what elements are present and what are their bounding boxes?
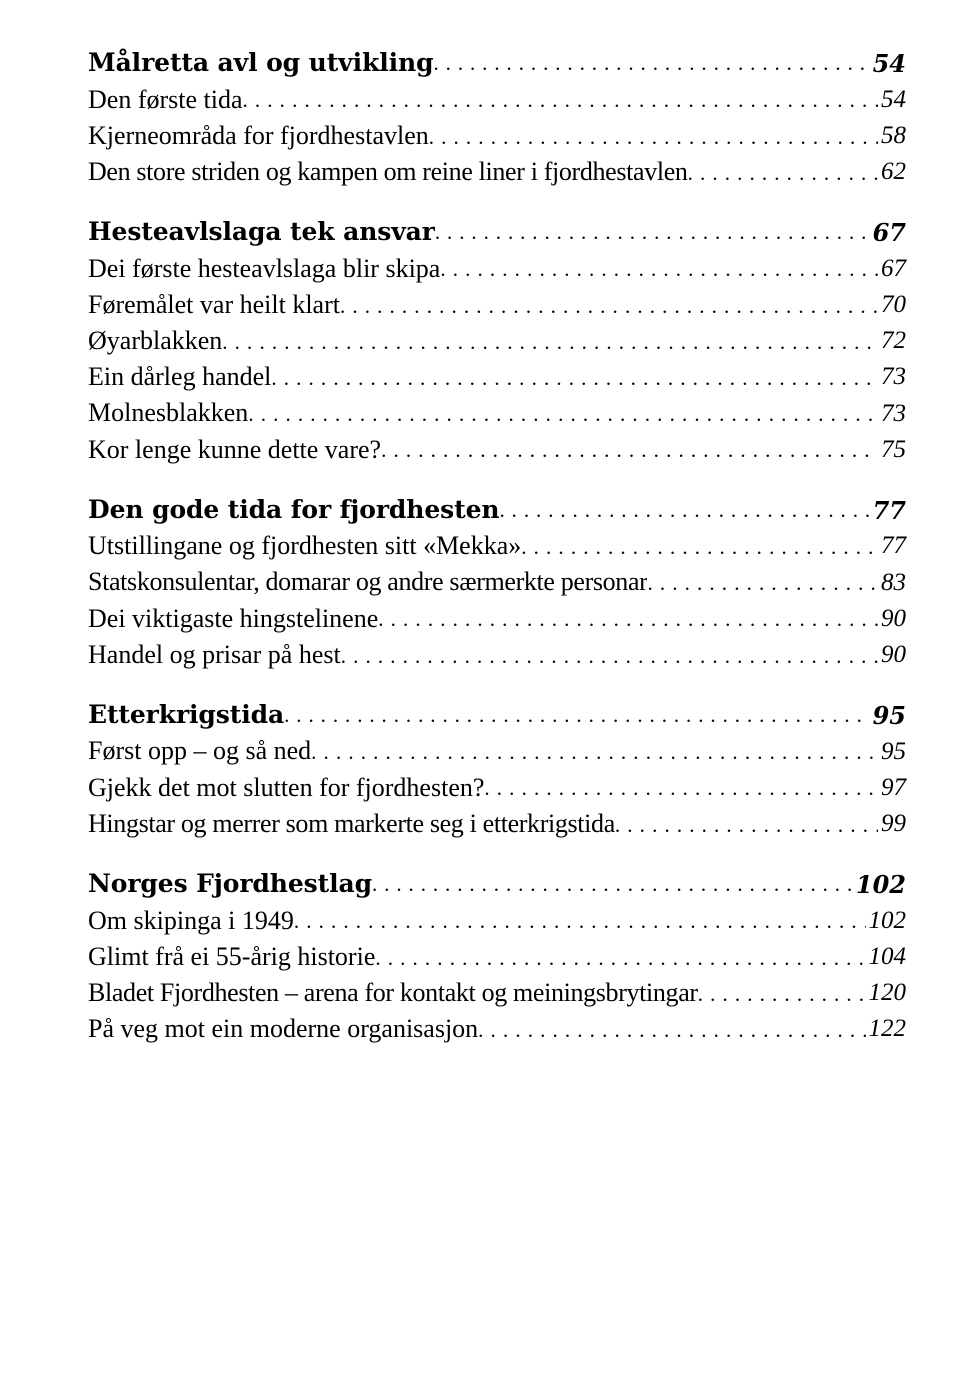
toc-section-page-number: 102 — [855, 870, 906, 900]
toc-entry-page-number: 99 — [881, 810, 906, 837]
dot-leader — [440, 265, 878, 284]
toc-entry-row[interactable] — [88, 905, 906, 936]
toc-section-title: Hesteavlslaga tek ansvar — [88, 217, 435, 247]
toc-entry-title: Molnesblakken — [88, 398, 249, 428]
toc-entry-title: Utstillingane og fjordhesten sitt «Mekka» — [88, 531, 522, 561]
toc-entry-row[interactable] — [88, 120, 906, 151]
toc-section-page-number: 54 — [872, 49, 906, 79]
toc-entry-row[interactable] — [88, 639, 906, 670]
toc-entry-row[interactable] — [88, 941, 906, 972]
toc-entry-page-number: 120 — [868, 979, 906, 1007]
toc-section-title: Norges Fjordhestlag — [88, 869, 372, 898]
dot-leader — [688, 168, 878, 187]
toc-entry-title: Kjerneområda for fjordhestavlen — [88, 120, 429, 150]
dot-leader — [311, 747, 878, 766]
toc-entry-title: Statskonsulentar, domarar og andre særmerkte personar — [88, 567, 648, 597]
dot-leader — [284, 711, 869, 731]
toc-entry-row[interactable] — [88, 325, 906, 356]
toc-entry-title: Den store striden og kampen om reine liner i fjordhestavlen — [88, 156, 688, 186]
toc-entry-title: Glimt frå ei 55-årig historie — [88, 941, 376, 971]
toc-section-page-number: 95 — [872, 701, 906, 731]
dot-leader — [381, 446, 878, 465]
toc-entry-title: Dei viktigaste hingstelinene — [88, 603, 379, 633]
toc-entry-row[interactable] — [88, 434, 906, 465]
toc-section-group — [88, 217, 906, 465]
dot-leader — [294, 917, 866, 936]
dot-leader — [340, 301, 878, 320]
dot-leader — [341, 651, 878, 670]
toc-section-title: Etterkrigstida — [88, 699, 285, 729]
toc-entry-page-number: 73 — [881, 399, 906, 427]
toc-entry-title: Øyarblakken — [88, 325, 223, 355]
toc-entry-row[interactable] — [88, 735, 906, 766]
toc-entry-row[interactable] — [88, 530, 906, 561]
toc-entry-row[interactable] — [88, 397, 906, 428]
dot-leader — [429, 132, 878, 151]
toc-section-page-number: 77 — [872, 495, 906, 525]
toc-section-group — [88, 700, 906, 839]
toc-entry-title: Ein dårleg handel — [88, 362, 272, 392]
toc-entry-page-number: 122 — [868, 1015, 906, 1043]
toc-entry-page-number: 54 — [881, 85, 906, 113]
toc-section-title: Den gode tida for fjordhesten — [88, 494, 500, 524]
dot-leader — [243, 96, 878, 115]
toc-entry-page-number: 83 — [881, 568, 906, 596]
dot-leader — [698, 989, 866, 1008]
toc-entry-title: På veg mot ein moderne organisasjon — [88, 1014, 479, 1044]
toc-entry-page-number: 102 — [868, 906, 906, 934]
toc-entry-page-number: 95 — [881, 737, 906, 765]
toc-entry-page-number: 77 — [881, 532, 906, 560]
toc-entry-row[interactable] — [88, 566, 906, 597]
toc-entry-title: Føremålet var heilt klart — [88, 289, 340, 319]
dot-leader — [375, 953, 865, 972]
dot-leader — [433, 59, 869, 79]
toc-entry-page-number: 70 — [881, 290, 906, 318]
toc-entry-row[interactable] — [88, 361, 906, 392]
toc-entry-title: Gjekk det mot slutten for fjordhesten? — [88, 772, 485, 802]
toc-entry-page-number: 90 — [881, 604, 906, 632]
toc-section-row[interactable] — [88, 48, 906, 79]
toc-entry-row[interactable] — [88, 1013, 906, 1044]
dot-leader — [378, 615, 878, 634]
dot-leader — [248, 409, 878, 428]
toc-entry-page-number: 62 — [881, 158, 906, 186]
toc-entry-row[interactable] — [88, 603, 906, 634]
dot-leader — [435, 228, 870, 248]
toc-section-title: Målretta avl og utvikling — [88, 48, 434, 77]
dot-leader — [478, 1025, 865, 1044]
toc-entry-title: Dei første hesteavlslaga blir skipa — [88, 253, 441, 283]
dot-leader — [521, 542, 878, 561]
toc-section-row[interactable] — [88, 869, 906, 900]
toc-section-row[interactable] — [88, 217, 906, 248]
toc-entry-page-number: 67 — [881, 254, 906, 282]
dot-leader — [222, 337, 878, 356]
toc-entry-page-number: 75 — [881, 435, 906, 463]
toc-entry-title: Bladet Fjordhesten – arena for kontakt og meiningsbrytingar — [88, 977, 698, 1007]
toc-entry-row[interactable] — [88, 253, 906, 284]
toc-section-page-number: 67 — [872, 218, 906, 248]
toc-entry-page-number: 104 — [868, 942, 906, 970]
toc-entry-title: Den første tida — [88, 84, 243, 114]
toc-entry-page-number: 72 — [881, 327, 906, 355]
toc-entry-row[interactable] — [88, 289, 906, 320]
toc-entry-row[interactable] — [88, 977, 906, 1008]
toc-entry-title: Først opp – og så ned — [88, 736, 312, 766]
dot-leader — [271, 373, 878, 392]
toc-section-group — [88, 495, 906, 670]
toc-section-row[interactable] — [88, 495, 906, 526]
toc-entry-page-number: 73 — [881, 363, 906, 391]
toc-entry-title: Handel og prisar på hest — [88, 639, 341, 669]
toc-entry-page-number: 97 — [881, 773, 906, 801]
toc-entry-page-number: 90 — [881, 640, 906, 668]
toc-entry-title: Om skipinga i 1949 — [88, 905, 294, 935]
dot-leader — [647, 578, 878, 597]
toc-entry-title: Hingstar og merrer som markerte seg i etterkrigstida — [88, 808, 615, 838]
toc-section-group — [88, 869, 906, 1044]
dot-leader — [615, 820, 878, 839]
toc-entry-page-number: 58 — [881, 121, 906, 149]
toc-entry-row[interactable] — [88, 808, 906, 839]
toc-entry-row[interactable] — [88, 84, 906, 115]
toc-section-row[interactable] — [88, 700, 906, 731]
dot-leader — [484, 784, 878, 803]
table-of-contents — [88, 48, 906, 1044]
toc-section-group — [88, 48, 906, 187]
dot-leader — [372, 880, 853, 900]
toc-entry-row[interactable] — [88, 772, 906, 803]
dot-leader — [499, 506, 869, 526]
toc-entry-row[interactable] — [88, 156, 906, 187]
toc-entry-title: Kor lenge kunne dette vare? — [88, 434, 382, 464]
